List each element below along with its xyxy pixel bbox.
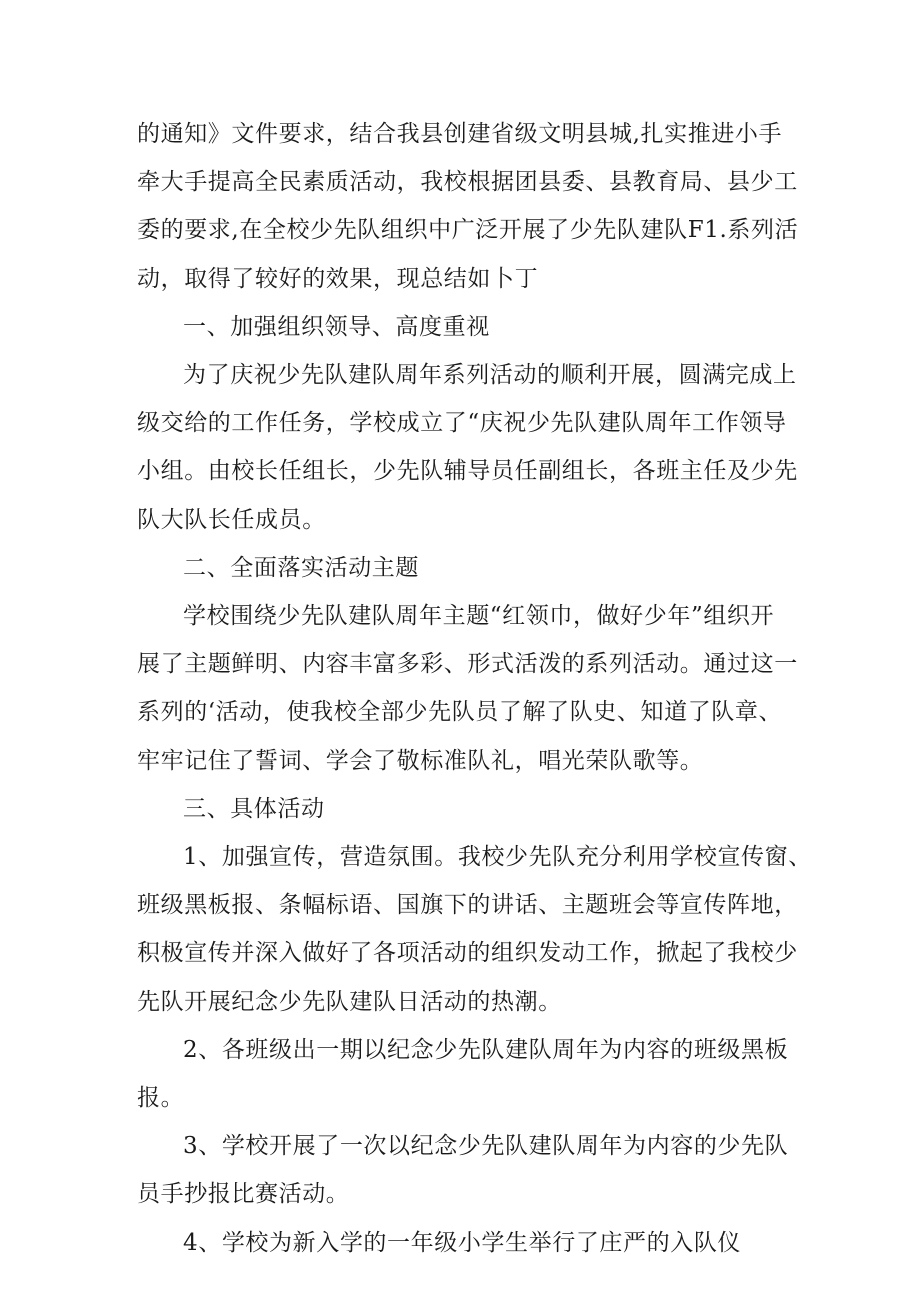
text-line: 2、各班级出一期以纪念少先队建队周年为内容的班级黑板 (183, 1037, 789, 1063)
text-line: 小组。由校长任组长，少先队辅导员任副组长，各班主任及少先 (137, 458, 798, 484)
text-line: 展了主题鲜明、内容丰富多彩、形式活泼的系列活动。通过这一 (137, 651, 798, 677)
text-line: 动，取得了较好的效果，现总结如卜丁 (137, 266, 539, 292)
text-line: 班级黑板报、条幅标语、国旗下的讲话、主题班会等宣传阵地， (137, 892, 798, 918)
text-line: 牢牢记住了誓词、学会了敬标准队礼，唱光荣队歌等。 (137, 748, 704, 774)
text-line: 报。 (137, 1085, 185, 1111)
text-line: 3、学校开展了一次以纪念少先队建队周年为内容的少先队 (183, 1133, 789, 1159)
section-heading: 二、全面落实活动主题 (183, 555, 419, 581)
section-heading: 一、加强组织领导、高度重视 (183, 314, 490, 340)
text-line: 员手抄报比赛活动。 (137, 1181, 350, 1207)
text-line: 委的要求,在全校少先队组织中广泛开展了少先队建队F1.系列活 (137, 217, 799, 243)
text-line: 的通知》文件要求，结合我县创建省级文明县城,扎实推进小手 (137, 121, 783, 147)
section-heading: 三、具体活动 (183, 796, 325, 822)
text-line: 1、加强宣传，营造氛围。我校少先队充分利用学校宣传窗、 (183, 844, 812, 870)
text-line: 为了庆祝少先队建队周年系列活动的顺利开展，圆满完成上 (183, 362, 797, 388)
text-line: 4、学校为新入学的一年级小学生举行了庄严的入队仪 (183, 1230, 742, 1256)
text-line: 牵大手提高全民素质活动，我校根据团县委、县教育局、县少工 (137, 169, 798, 195)
text-line: 先队开展纪念少先队建队日活动的热潮。 (137, 989, 562, 1015)
text-line: 学校围绕少先队建队周年主题“红领巾，做好少年”组织开 (183, 603, 775, 629)
text-line: 积极宣传并深入做好了各项活动的组织发动工作，掀起了我校少 (137, 940, 798, 966)
text-line: 系列的‘活动，使我校全部少先队员了解了队史、知道了队章、 (137, 699, 783, 725)
text-line: 队大队长任成员。 (137, 507, 326, 533)
text-line: 级交给的工作任务，学校成立了“庆祝少先队建队周年工作领导 (137, 410, 787, 436)
